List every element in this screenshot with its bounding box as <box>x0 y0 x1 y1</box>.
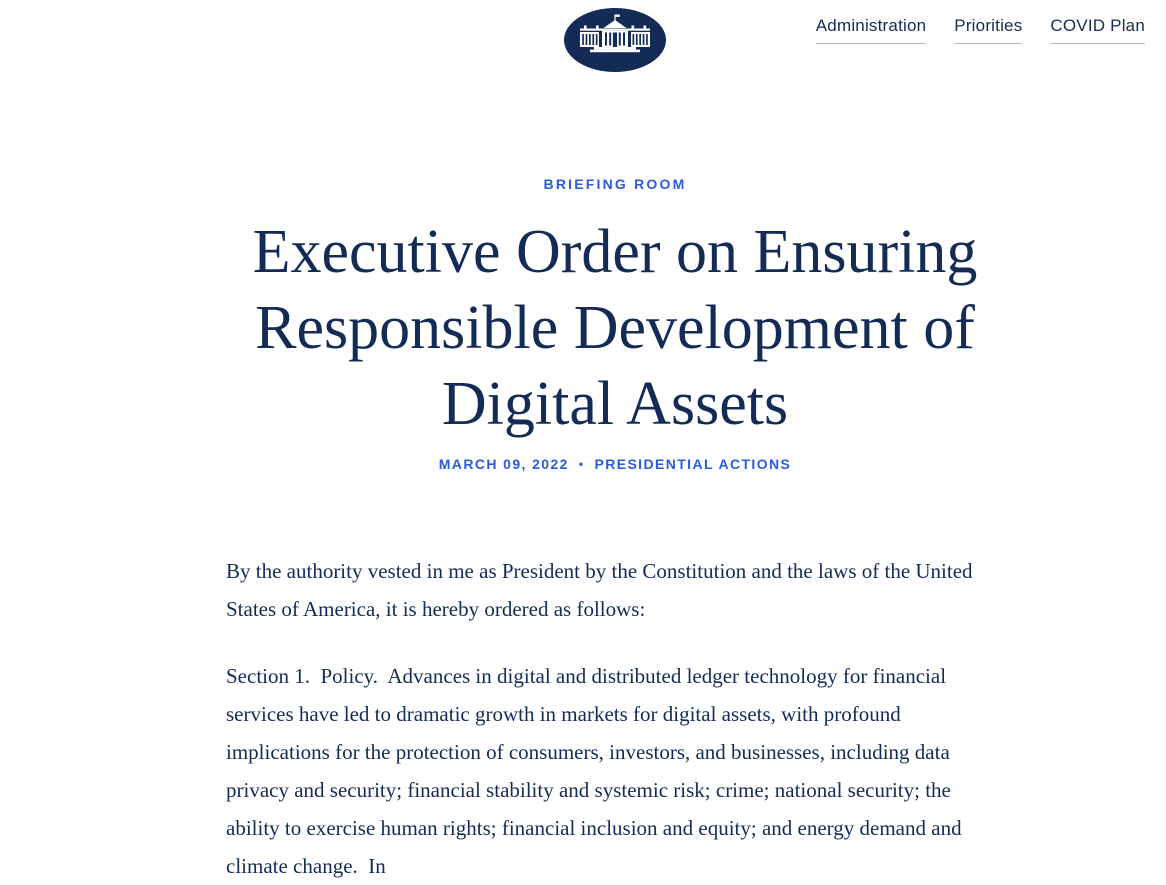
briefing-room-link[interactable]: BRIEFING ROOM <box>543 176 687 192</box>
article <box>226 176 1004 885</box>
article-meta <box>226 456 1004 472</box>
page-title-line-3: Digital Assets <box>441 370 789 438</box>
site-header <box>0 0 1166 80</box>
paragraph-authority: By the authority vested in me as President by the Constitution and the laws of the United States of America, it is hereby ordered as follows: <box>226 559 978 621</box>
nav-link-priorities[interactable]: Priorities <box>954 16 1022 44</box>
white-house-logo[interactable] <box>564 8 666 72</box>
page-title <box>156 214 1074 442</box>
meta-separator-dot: • <box>578 457 585 471</box>
paragraph-section-1-policy: Section 1. Policy. Advances in digital and distributed ledger technology for financial services have led to dramatic growth in markets for digital assets, with profound implications for the protection of consumers, investors, and businesses, including data privacy and security; financial stability and systemic risk; crime; national security; the ability to exercise human rights; financial inclusion and equity; and energy demand and climate change. In <box>226 664 967 878</box>
top-nav <box>816 16 1145 44</box>
page-title-line-2: Responsible Development of <box>255 294 975 362</box>
nav-link-administration[interactable]: Administration <box>816 16 927 44</box>
page-title-line-1: Executive Order on Ensuring <box>252 218 978 286</box>
article-body <box>226 552 1004 885</box>
category-link-presidential-actions[interactable]: PRESIDENTIAL ACTIONS <box>594 456 792 472</box>
nav-link-covid-plan[interactable]: COVID Plan <box>1050 16 1145 44</box>
white-house-seal-icon <box>564 8 666 72</box>
article-date: MARCH 09, 2022 <box>438 456 569 472</box>
